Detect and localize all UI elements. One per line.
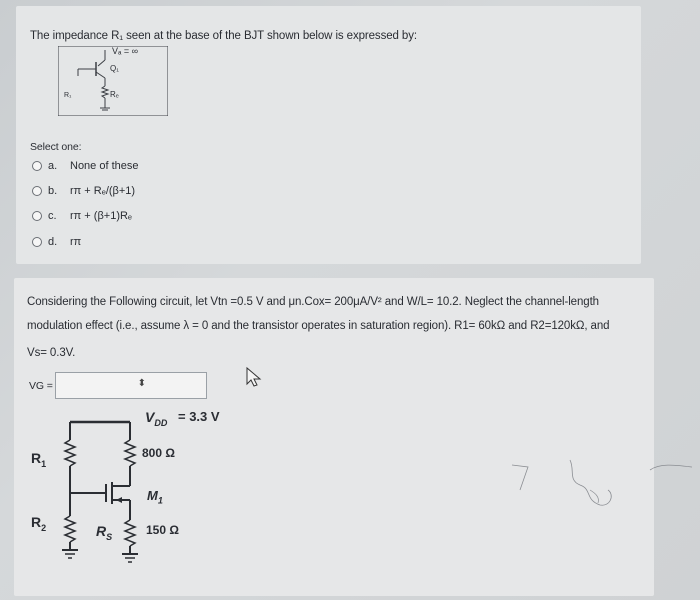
question2-line2: modulation effect (i.e., assume λ = 0 and the transistor operates in saturation region). R1= 60kΩ and R2=120kΩ, and [27, 320, 610, 332]
m1-subscript: 1 [157, 495, 163, 506]
question1-panel [16, 6, 641, 264]
q1-label: Q₁ [110, 64, 119, 73]
option-b-letter: b. [48, 185, 58, 197]
vg-label: VG = [29, 380, 53, 392]
cursor-icon [244, 366, 264, 388]
r2-symbol: R [31, 514, 42, 530]
option-c[interactable] [32, 210, 132, 222]
radio-c[interactable] [32, 211, 42, 221]
rs-symbol: R [96, 523, 107, 539]
option-b-text: rπ + Rₑ/(β+1) [70, 185, 136, 197]
option-c-text: rπ + (β+1)Rₑ [70, 210, 133, 222]
r2-subscript: 2 [41, 522, 47, 533]
option-a[interactable] [32, 160, 139, 172]
pencil-scribbles [500, 445, 700, 525]
vdd-symbol: V [145, 409, 155, 425]
radio-d[interactable] [32, 237, 42, 247]
vdd-subscript: DD [154, 417, 168, 428]
dropdown-arrow-icon[interactable]: ⬍ [137, 378, 146, 389]
vdd-value: = 3.3 V [178, 409, 220, 424]
rd-value: 800 Ω [142, 446, 175, 460]
rs-value: 150 Ω [146, 523, 179, 537]
option-a-text: None of these [70, 160, 139, 172]
option-b[interactable] [32, 185, 135, 197]
r1-symbol: R [31, 450, 42, 466]
diagram-border [58, 46, 168, 116]
vg-select[interactable] [55, 372, 207, 399]
va-label: Vₐ = ∞ [112, 46, 139, 56]
option-d-text: rπ [70, 236, 82, 248]
re-label: Rₑ [110, 90, 119, 99]
option-d[interactable] [32, 236, 81, 248]
mosfet-circuit [28, 408, 228, 578]
r1-subscript: 1 [41, 458, 47, 469]
option-c-letter: c. [48, 210, 57, 222]
vdd-label [145, 409, 167, 428]
rs-label [96, 523, 112, 542]
option-d-letter: d. [48, 236, 58, 248]
r2-label [31, 514, 46, 533]
radio-a[interactable] [32, 161, 42, 171]
question1-prompt: The impedance R₁ seen at the base of the BJT shown below is expressed by: [30, 30, 417, 42]
m1-symbol: M [147, 488, 158, 503]
m1-label [147, 488, 163, 506]
option-a-letter: a. [48, 160, 58, 172]
bjt-diagram [58, 46, 168, 116]
rl-label: R₁ [64, 92, 72, 99]
radio-b[interactable] [32, 186, 42, 196]
question2-line3: Vs= 0.3V. [27, 347, 76, 359]
r1-label [31, 450, 46, 469]
rs-subscript: S [106, 531, 113, 542]
question2-line1: Considering the Following circuit, let Vtn =0.5 V and μn.Cox= 200μA/V² and W/L= 10.2. Neglect the channel-length [27, 296, 599, 308]
select-one-label: Select one: [30, 141, 82, 153]
